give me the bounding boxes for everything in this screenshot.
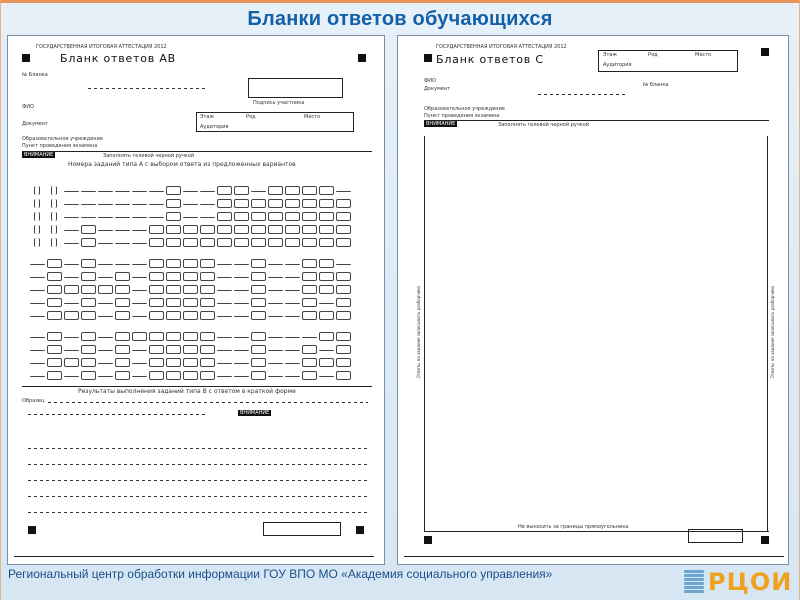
answer-line xyxy=(28,496,368,497)
answer-area-left-border xyxy=(424,136,425,531)
form-title: Бланк ответов С xyxy=(436,53,544,66)
institution-label: Образовательное учреждение xyxy=(424,106,505,112)
side-note: Ответы на задания записывать разборчиво xyxy=(770,286,775,379)
form-header: ГОСУДАРСТВЕННАЯ ИТОГОВАЯ АТТЕСТАЦИЯ 2012 xyxy=(36,44,167,50)
room-label: Аудитория xyxy=(200,124,229,130)
logo-text: РЦОИ xyxy=(708,568,793,596)
registration-marker xyxy=(424,536,432,544)
answer-line xyxy=(28,480,368,481)
sample-characters xyxy=(28,414,208,415)
attention-badge: ВНИМАНИЕ xyxy=(24,152,54,158)
answer-form-c xyxy=(397,35,789,565)
logo-stack-icon xyxy=(684,570,704,594)
registration-marker xyxy=(356,526,364,534)
signature-box xyxy=(248,78,343,98)
floor-label: Этаж xyxy=(200,114,214,120)
document-label: Документ xyxy=(22,121,48,127)
document-label: Документ xyxy=(424,86,450,92)
sample-characters xyxy=(48,402,368,403)
divider xyxy=(14,556,374,557)
registration-marker xyxy=(424,54,432,62)
answer-grid-a xyxy=(30,184,370,382)
room-label: Аудитория xyxy=(603,62,632,68)
registration-marker xyxy=(761,536,769,544)
signature-box xyxy=(263,522,341,536)
sample-label: Образец xyxy=(22,398,45,404)
signature-box xyxy=(688,529,743,543)
form-title: Бланк ответов АВ xyxy=(60,52,177,65)
instruction-text: Заполнять гелевой черной ручкой xyxy=(498,122,590,128)
location-box xyxy=(598,50,738,72)
answer-form-ab xyxy=(7,35,385,565)
registration-marker xyxy=(22,54,30,62)
number-field xyxy=(88,88,208,89)
row-label: Ряд xyxy=(648,52,658,58)
signature-label: Подпись участника xyxy=(253,100,305,106)
divider xyxy=(424,120,769,121)
instruction-text: Заполнять гелевой черной ручкой xyxy=(103,153,195,159)
answer-line xyxy=(28,448,368,449)
attention-badge: ВНИМАНИЕ xyxy=(240,410,270,416)
registration-marker xyxy=(28,526,36,534)
institution-label: Образовательное учреждение xyxy=(22,136,103,142)
row-label: Ряд xyxy=(246,114,256,120)
number-field xyxy=(538,94,628,95)
exam-number-label: № бланка xyxy=(643,82,669,88)
footer-organization: Региональный центр обработки информации ГОУ ВПО МО «Академия социального управления» xyxy=(8,567,553,581)
divider xyxy=(22,151,372,152)
answer-line xyxy=(28,512,368,513)
slide-title: Бланки ответов обучающихся xyxy=(247,8,553,30)
answer-area-right-border xyxy=(767,136,768,531)
answer-line xyxy=(28,464,368,465)
registration-marker xyxy=(358,54,366,62)
side-note: Ответы на задания записывать разборчиво xyxy=(416,286,421,379)
form-header: ГОСУДАРСТВЕННАЯ ИТОГОВАЯ АТТЕСТАЦИЯ 2012 xyxy=(436,44,567,50)
seat-label: Место xyxy=(695,52,712,58)
registration-marker xyxy=(761,48,769,56)
attention-badge: ВНИМАНИЕ xyxy=(426,121,456,127)
exam-number-label: № Бланка xyxy=(22,72,48,78)
fio-label: ФИО xyxy=(22,104,34,110)
divider xyxy=(22,386,372,387)
divider xyxy=(404,556,784,557)
section-a-title: Номера заданий типа А с выбором ответа из предложенных вариантов xyxy=(68,161,296,168)
rcoi-logo xyxy=(684,568,796,598)
section-b-title: Результаты выполнения заданий типа В с ответом в краткой форме xyxy=(78,388,296,395)
exam-point-label: Пункт проведения экзамена xyxy=(424,113,500,119)
floor-label: Этаж xyxy=(603,52,617,58)
seat-label: Место xyxy=(304,114,321,120)
exam-point-label: Пункт проведения экзамена xyxy=(22,143,98,149)
fio-label: ФИО xyxy=(424,78,436,84)
bottom-note: Не выносить за границы прямоугольника xyxy=(518,524,629,530)
